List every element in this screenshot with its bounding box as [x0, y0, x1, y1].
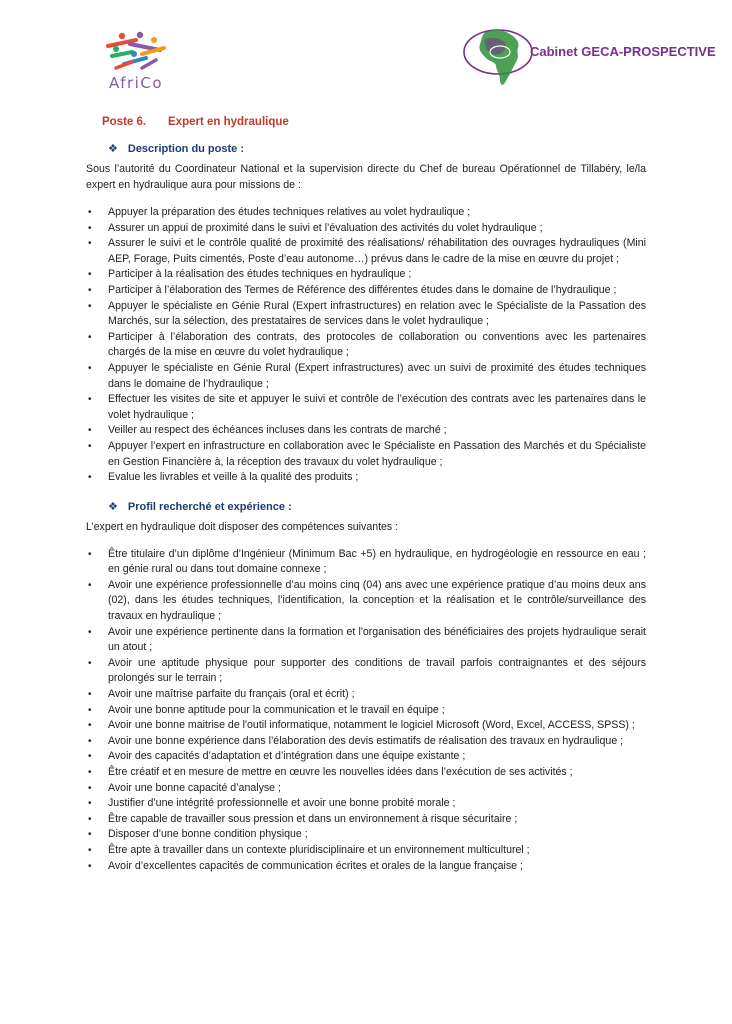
bullet-icon: •: [88, 425, 92, 437]
bullet-icon: •: [88, 362, 92, 374]
list-item: [86, 827, 646, 843]
list-item: [86, 812, 646, 828]
document-body: [86, 116, 646, 874]
list-item-text: Avoir une bonne capacité d’analyse ;: [108, 781, 281, 794]
list-item: [86, 439, 646, 470]
bullet-icon: •: [88, 440, 92, 452]
bullet-icon: •: [88, 626, 92, 638]
bullet-icon: •: [88, 751, 92, 763]
list-item: [86, 330, 646, 361]
bullet-icon: •: [88, 844, 92, 856]
africa-map-icon: [460, 22, 540, 92]
list-item-text: Participer à l’élaboration des contrats, des protocoles de collaboration ou conventions avec les partenaires chargés de la mise en œuvre du volet hydraulique ;: [108, 330, 646, 359]
africo-logo: [88, 30, 184, 94]
list-item: [86, 703, 646, 719]
description-list: [86, 205, 646, 486]
list-item: [86, 734, 646, 750]
list-item: [86, 687, 646, 703]
list-item-text: Evalue les livrables et veille à la qualité des produits ;: [108, 471, 359, 484]
list-item-text: Veiller au respect des échéances incluses dans les contrats de marché ;: [108, 424, 447, 437]
bullet-icon: •: [88, 829, 92, 841]
list-item-text: Participer à la réalisation des études techniques en hydraulique ;: [108, 268, 412, 281]
bullet-icon: •: [88, 689, 92, 701]
description-intro: Sous l’autorité du Coordinateur National et la supervision directe du Chef de bureau Opérationnel de Tillabéry, le/la expert en hydraulique aura pour missions de :: [86, 163, 646, 191]
list-item: [86, 749, 646, 765]
geca-logo-text: Cabinet GECA-PROSPECTIVE: [530, 44, 716, 59]
list-item-text: Avoir une maîtrise parfaite du français (oral et écrit) ;: [108, 688, 355, 701]
list-item-text: Avoir des capacités d’adaptation et d’intégration dans une équipe existante ;: [108, 750, 466, 763]
list-item-text: Disposer d’une bonne condition physique ;: [108, 828, 308, 841]
bullet-icon: •: [88, 269, 92, 281]
bullet-icon: •: [88, 300, 92, 312]
geca-logo: [460, 22, 720, 92]
job-number: Poste 6.: [102, 116, 147, 128]
list-item-text: Justifier d’une intégrité professionnelle et avoir une bonne probité morale ;: [108, 797, 456, 810]
list-item-text: Avoir une expérience professionnelle d’au moins cinq (04) ans avec une expérience pratique d’au moins deux ans (02), dans les études techniques, l’identification, la conception et la réalisation et le contrôle/surveillance des travaux en hydraulique ;: [108, 578, 646, 623]
list-item: [86, 361, 646, 392]
bullet-icon: •: [88, 579, 92, 591]
list-item-text: Avoir une bonne aptitude pour la communication et le travail en équipe ;: [108, 703, 445, 716]
africo-figures-icon: [102, 30, 168, 74]
bullet-icon: •: [88, 860, 92, 872]
list-item: [86, 765, 646, 781]
bullet-icon: •: [88, 767, 92, 778]
bullet-icon: •: [88, 238, 92, 250]
page-header: [0, 0, 732, 110]
bullet-icon: •: [88, 548, 92, 560]
job-name: Expert en hydraulique: [168, 116, 289, 128]
list-item-text: Avoir une expérience pertinente dans la formation et l'organisation des bénéficiaires des projets hydraulique serait un atout ;: [108, 625, 646, 654]
africo-logo-text: AfriCo: [109, 74, 163, 92]
list-item-text: Assurer le suivi et le contrôle qualité de proximité des réalisations/ réhabilitation des ouvrages hydrauliques (Mini AEP, Forage, Puits cimentés, Poste d’eau autonome…) prévus dans le cadre de la mise en œuvre du projet ;: [108, 237, 646, 265]
list-item-text: Être titulaire d’un diplôme d’Ingénieur (Minimum Bac +5) en hydraulique, en hydrogéologie en ressource en eau ; en génie rural ou dans tout domaine connexe ;: [108, 547, 646, 576]
bullet-icon: •: [88, 720, 92, 732]
list-item: [86, 221, 646, 237]
profile-intro: L’expert en hydraulique doit disposer des compétences suivantes :: [86, 520, 399, 533]
list-item: [86, 781, 646, 797]
bullet-icon: •: [88, 735, 92, 747]
list-item: [86, 718, 646, 734]
description-heading-text: Description du poste :: [127, 143, 244, 155]
list-item: [86, 236, 646, 267]
list-item-text: Appuyer le spécialiste en Génie Rural (Expert infrastructures) avec un suivi de proximité des études techniques dans le domaine de l’hydraulique ;: [108, 361, 646, 390]
list-item-text: Effectuer les visites de site et appuyer le suivi et contrôle de l’exécution des contrats avec les partenaires dans le volet hydraulique ;: [108, 393, 646, 421]
list-item: [86, 656, 646, 687]
list-item-text: Appuyer la préparation des études techniques relatives au volet hydraulique ;: [108, 206, 471, 218]
list-item-text: Avoir une bonne maitrise de l'outil informatique, notamment le logiciel Microsoft (Word, Excel, ACCESS, SPSS) ;: [108, 719, 635, 732]
list-item-text: Assurer un appui de proximité dans le suivi et l’évaluation des activités du volet hydraulique ;: [108, 221, 543, 234]
profile-heading: [108, 500, 646, 513]
list-item-text: Appuyer l’expert en infrastructure en collaboration avec le Spécialiste en Passation des Marchés et du Spécialiste en Gestion Financière à, la réception des travaux du volet hydraulique ;: [108, 439, 646, 468]
list-item: [86, 796, 646, 812]
bullet-icon: •: [88, 222, 92, 234]
list-item: [86, 423, 646, 439]
description-heading: [108, 142, 646, 155]
list-item-text: Avoir d’excellentes capacités de communication écrites et orales de la langue française ;: [108, 859, 523, 872]
list-item: [86, 392, 646, 423]
bullet-icon: •: [88, 331, 92, 343]
list-item: [86, 299, 646, 330]
profile-list: [86, 547, 646, 874]
list-item: [86, 470, 646, 486]
bullet-icon: •: [88, 657, 92, 669]
bullet-icon: •: [88, 798, 92, 810]
bullet-icon: •: [88, 394, 92, 406]
list-item-text: Être capable de travailler sous pression et dans un environnement à risque sécuritaire ;: [108, 812, 518, 825]
bullet-icon: •: [88, 782, 92, 794]
list-item-text: Être apte à travailler dans un contexte pluridisciplinaire et un environnement multiculturel ;: [108, 843, 530, 856]
list-item: [86, 267, 646, 283]
list-item: [86, 843, 646, 859]
list-item-text: Être créatif et en mesure de mettre en œuvre les nouvelles idées dans l’exécution de ses activités ;: [108, 766, 573, 778]
list-item-text: Participer à l’élaboration des Termes de Référence des différentes études dans le domaine de l’hydraulique ;: [108, 283, 617, 296]
list-item-text: Avoir une bonne expérience dans l’élaboration des devis estimatifs de réalisation des travaux en hydraulique ;: [108, 734, 624, 747]
bullet-icon: •: [88, 207, 92, 218]
bullet-icon: •: [88, 704, 92, 716]
diamond-bullet-icon: ❖: [108, 500, 118, 513]
bullet-icon: •: [88, 472, 92, 484]
job-title: [102, 116, 646, 128]
list-item: [86, 859, 646, 875]
list-item: [86, 625, 646, 656]
bullet-icon: •: [88, 284, 92, 296]
list-item: [86, 578, 646, 625]
list-item-text: Appuyer le spécialiste en Génie Rural (Expert infrastructures) en relation avec le Spécialiste de la Passation des Marchés, sur la sélection, des prestataires de services dans le volet hydraulique ;: [108, 299, 646, 328]
bullet-icon: •: [88, 813, 92, 825]
diamond-bullet-icon: ❖: [108, 143, 118, 155]
profile-heading-text: Profil recherché et expérience :: [127, 500, 292, 513]
list-item: [86, 283, 646, 299]
list-item: [86, 547, 646, 578]
list-item: [86, 205, 646, 221]
list-item-text: Avoir une aptitude physique pour supporter des conditions de travail parfois contraignantes et des séjours prolongés sur le terrain ;: [108, 656, 646, 685]
